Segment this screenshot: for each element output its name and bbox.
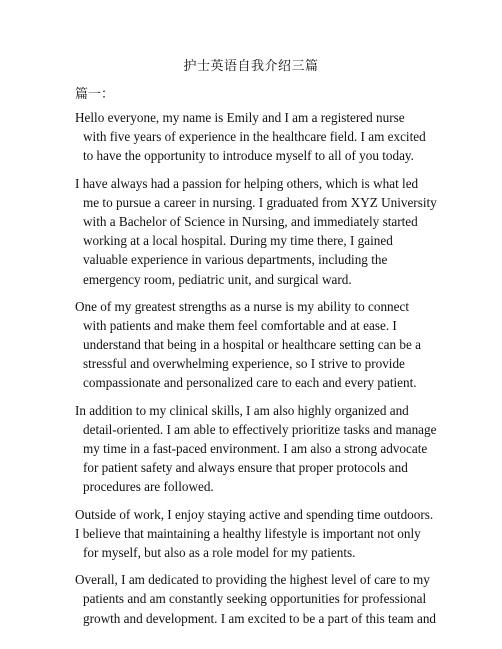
paragraph-2 bbox=[75, 174, 440, 289]
paragraph-3 bbox=[75, 297, 440, 393]
text-line: patients and am constantly seeking opportunities for professional bbox=[83, 591, 427, 607]
text-line: Overall, I am dedicated to providing the highest level of care to my bbox=[75, 572, 430, 588]
text-line: detail-oriented. I am able to effectively prioritize tasks and manage bbox=[83, 421, 437, 437]
text-line: One of my greatest strengths as a nurse is my ability to connect bbox=[75, 298, 410, 314]
text-line: with five years of experience in the healthcare field. I am excited bbox=[83, 129, 426, 145]
text-line: In addition to my clinical skills, I am also highly organized and bbox=[75, 402, 409, 418]
paragraph-4 bbox=[75, 401, 440, 497]
text-line: stressful and overwhelming experience, so I strive to provide bbox=[83, 356, 405, 372]
text-line: my time in a fast-paced environment. I am also a strong advocate bbox=[83, 441, 428, 456]
document-title: 护士英语自我介绍三篇 bbox=[183, 58, 319, 73]
text-line: to have the opportunity to introduce myself to all of you today. bbox=[83, 148, 414, 164]
document-body bbox=[75, 108, 440, 636]
text-line: compassionate and personalized care to each and every patient. bbox=[83, 375, 417, 391]
paragraph-5 bbox=[75, 505, 440, 563]
text-line: valuable experience in various departments, including the bbox=[83, 252, 388, 268]
text-line: me to pursue a career in nursing. I graduated from XYZ University bbox=[83, 194, 437, 210]
text-line: I have always had a passion for helping others, which is what led bbox=[75, 175, 419, 191]
paragraph-1 bbox=[75, 108, 440, 166]
text-line: for patient safety and always ensure that proper protocols and bbox=[83, 460, 408, 476]
text-line: working at a local hospital. During my time there, I gained bbox=[83, 233, 393, 249]
text-line: with a Bachelor of Science in Nursing, and immediately started bbox=[83, 213, 418, 229]
text-line: I believe that maintaining a healthy lifestyle is important not only bbox=[75, 525, 421, 541]
text-line: growth and development. I am excited to be a part of this team and bbox=[83, 610, 437, 626]
text-line: understand that being in a hospital or healthcare setting can be a bbox=[83, 337, 421, 353]
section-label: 篇一： bbox=[75, 86, 115, 101]
text-line: with patients and make them feel comfortable and at ease. I bbox=[83, 317, 397, 333]
text-line: Hello everyone, my name is Emily and I am a registered nurse bbox=[75, 110, 405, 125]
text-line: procedures are followed. bbox=[83, 479, 214, 495]
text-line: emergency room, pediatric unit, and surgical ward. bbox=[83, 271, 352, 287]
text-line: for myself, but also as a role model for my patients. bbox=[83, 544, 356, 560]
paragraph-6 bbox=[75, 570, 440, 628]
text-line: Outside of work, I enjoy staying active and spending time outdoors. bbox=[75, 506, 434, 522]
